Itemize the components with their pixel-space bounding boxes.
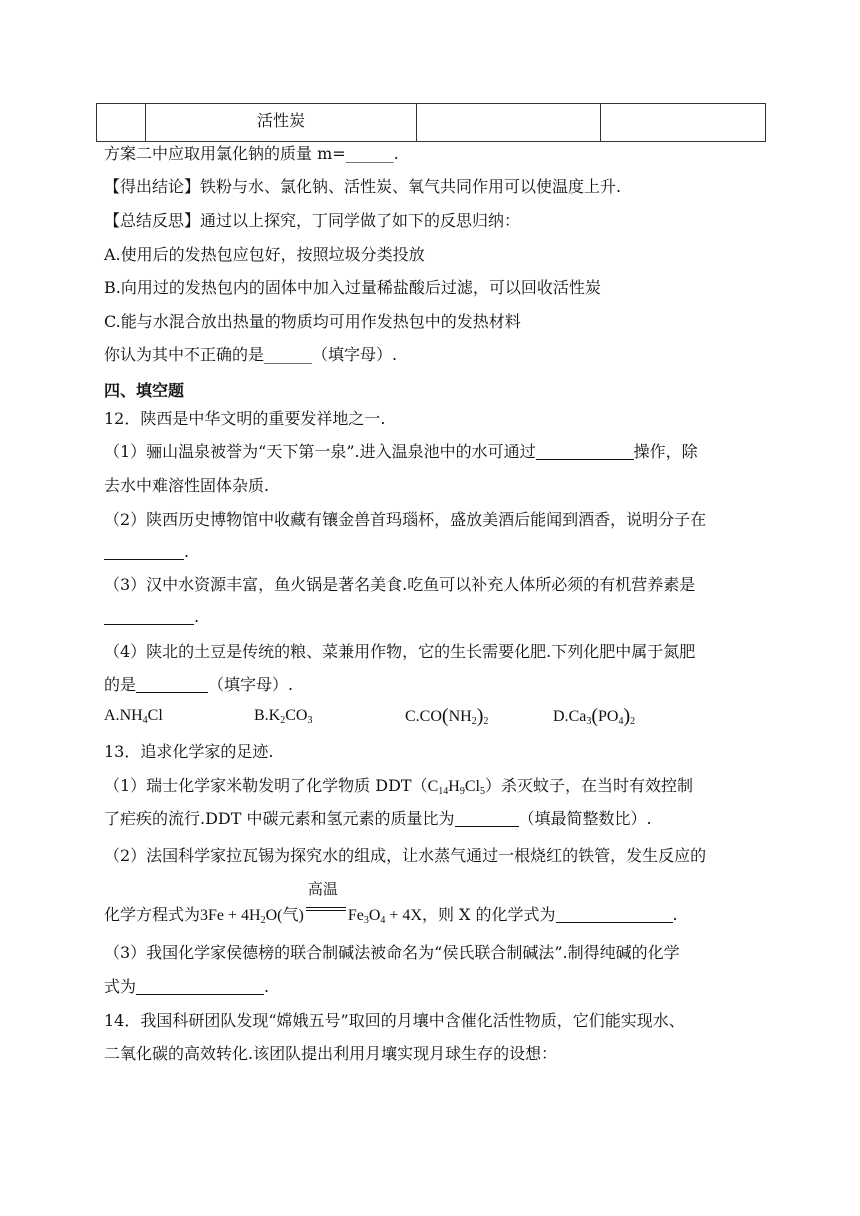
answer-blank[interactable] [136, 976, 264, 995]
answer-blank[interactable] [455, 808, 519, 827]
table-cell-label [146, 104, 417, 142]
q12-part3-line2 [104, 606, 199, 628]
q13-p1-text: （1）瑞士化学家米勒发明了化学物质 DDT（ [104, 776, 428, 795]
q12-p3-period: . [194, 607, 200, 626]
q13-p1-hint: （填最简整数比）. [518, 809, 652, 828]
table-cell-empty [417, 104, 601, 142]
plan2-line: 方案二中应取用氯化钠的质量 m=______. [104, 144, 399, 163]
q12-p1-text: （1）骊山温泉被誉为“天下第一泉”.进入温泉池中的水可通过 [104, 442, 536, 461]
answer-blank[interactable] [104, 606, 194, 625]
choice-d-label: D. [553, 708, 569, 725]
experiment-table [96, 103, 766, 142]
q13-p3-text: 式为 [104, 977, 137, 996]
equation-left: $3Fe + 4H_2O$(气) [200, 907, 304, 926]
choice-c [405, 705, 488, 728]
q12-p2-period: . [184, 542, 190, 561]
reflection-line: 【总结反思】通过以上探究，丁同学做了如下的反思归纳： [104, 211, 521, 230]
q14-line1: 14．我国科研团队发现“嫦娥五号”取回的月壤中含催化活性物质，它们能实现水、 [104, 1011, 685, 1030]
q13-p2-period: . [672, 905, 678, 924]
answer-prompt: 你认为其中不正确的是______（填字母）. [104, 345, 398, 364]
choice-c-label: C. [405, 708, 420, 725]
q12-p4-tail: （填字母）. [208, 675, 294, 694]
q13-part3-line2 [104, 976, 269, 998]
q13-p1-question: 了疟疾的流行.DDT 中碳元素和氢元素的质量比为 [104, 809, 455, 828]
choice-d [553, 705, 635, 728]
answer-blank[interactable] [136, 674, 208, 693]
q13-part2-line1: （2）法国科学家拉瓦锡为探究水的组成，让水蒸气通过一根烧红的铁管，发生反应的 [104, 846, 707, 865]
q13-part1-line2 [104, 808, 652, 830]
choice-a-label: A. [104, 707, 120, 724]
section-heading: 四、填空题 [104, 381, 185, 400]
q13-part2-line2 [104, 880, 678, 927]
q12-part1-line1 [104, 441, 698, 463]
q12-p4-text: 的是 [104, 675, 137, 694]
answer-blank[interactable] [536, 441, 634, 460]
q12-part3-line1: （3）汉中水资源丰富，鱼火锅是著名美食.吃鱼可以补充人体所必须的有机营养素是 [104, 575, 696, 594]
table-cell-empty [601, 104, 766, 142]
q12-part2-line2 [104, 541, 189, 563]
q12-part2-line1: （2）陕西历史博物馆中收藏有镶金兽首玛瑙杯，盛放美酒后能闻到酒香，说明分子在 [104, 510, 707, 529]
table-row-label: 活性炭 [256, 111, 305, 130]
q14-line2: 二氧化碳的高效转化.该团队提出利用月壤实现月球生存的设想： [104, 1044, 558, 1063]
choice-b-formula: $K_2CO_3$ [268, 707, 313, 726]
q13-p2-text: 化学方程式为 [104, 905, 201, 924]
q12-part4-line2 [104, 674, 293, 696]
choice-b [254, 707, 312, 725]
table-cell-empty [97, 104, 146, 142]
q12-part1-line2: 去水中难溶性固体杂质. [104, 476, 270, 495]
conclusion-line: 【得出结论】铁粉与水、氯化钠、活性炭、氧气共同作用可以使温度上升. [104, 177, 622, 196]
option-c: C.能与水混合放出热量的物质均可用作发热包中的发热材料 [104, 312, 521, 331]
option-b: B.向用过的发热包内的固体中加入过量稀盐酸后过滤，可以回收活性炭 [104, 278, 601, 297]
choice-a-formula: $NH_4Cl$ [119, 707, 163, 726]
option-a: A.使用后的发热包应包好，按照垃圾分类投放 [104, 245, 425, 264]
q12-p1-text-tail: 操作，除 [633, 442, 698, 461]
q13-p1-text-tail: ）杀灭蚊子，在当时有效控制 [484, 776, 693, 795]
q12-part4-line1: （4）陕北的土豆是传统的粮、菜兼用作物，它的生长需要化肥.下列化肥中属于氮肥 [104, 642, 696, 661]
ddt-formula: $C_{14}H_9Cl_5$ [427, 778, 485, 797]
q13-p3-period: . [264, 977, 270, 996]
equation-arrow [304, 880, 348, 920]
q13-part1-line1 [104, 775, 693, 798]
choice-a [104, 707, 163, 725]
q13-stem: 13．追求化学家的足迹. [104, 742, 274, 761]
equation-condition: 高温 [307, 880, 338, 898]
q13-part3-line1: （3）我国化学家侯德榜的联合制碱法被命名为“侯氏联合制碱法”.制得纯碱的化学 [104, 943, 680, 962]
q12-stem: 12．陕西是中华文明的重要发祥地之一. [104, 409, 386, 428]
choice-d-formula: $Ca_3(PO_4)_2$ [568, 705, 636, 727]
answer-blank[interactable] [104, 541, 184, 560]
choice-c-formula: $CO(NH_2)_2$ [419, 705, 489, 727]
q13-p2-question: ，则 X 的化学式为 [421, 905, 556, 924]
answer-blank[interactable] [556, 904, 673, 923]
equation-right: $Fe_3O_4 + 4X$ [347, 907, 422, 926]
table-row [97, 104, 766, 142]
choice-b-label: B. [254, 707, 269, 724]
